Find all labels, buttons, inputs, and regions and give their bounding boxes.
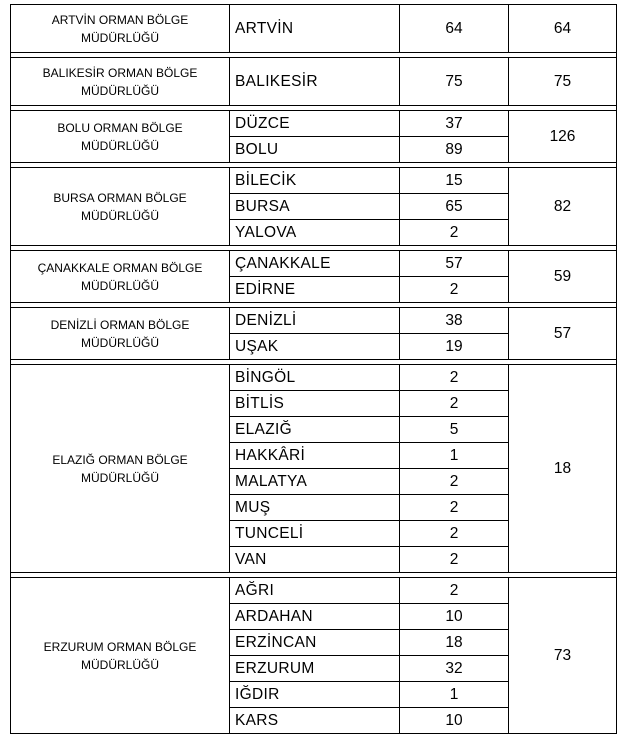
province-name-cell: BİLECİK bbox=[230, 168, 400, 194]
region-name-cell bbox=[11, 5, 230, 53]
region-total-cell: 59 bbox=[509, 251, 617, 303]
province-count-cell: 89 bbox=[400, 137, 509, 163]
table-row bbox=[11, 5, 617, 53]
province-name-cell: ELAZIĞ bbox=[230, 417, 400, 443]
province-count-cell: 2 bbox=[400, 495, 509, 521]
region-name-line: BALIKESİR ORMAN BÖLGE bbox=[42, 65, 198, 80]
province-name-cell: BURSA bbox=[230, 194, 400, 220]
region-total-cell: 64 bbox=[509, 5, 617, 53]
province-count-cell: 2 bbox=[400, 469, 509, 495]
region-total-cell: 75 bbox=[509, 58, 617, 106]
region-name-line: MÜDÜRLÜĞÜ bbox=[81, 83, 159, 98]
province-name-cell: ARDAHAN bbox=[230, 604, 400, 630]
region-name-cell bbox=[11, 365, 230, 573]
region-name-cell bbox=[11, 308, 230, 360]
region-total-cell: 73 bbox=[509, 578, 617, 734]
province-count-cell: 57 bbox=[400, 251, 509, 277]
region-name-line: ARTVİN ORMAN BÖLGE bbox=[51, 12, 189, 27]
province-name-cell: BİNGÖL bbox=[230, 365, 400, 391]
province-count-cell: 65 bbox=[400, 194, 509, 220]
province-count-cell: 1 bbox=[400, 443, 509, 469]
province-count-cell: 2 bbox=[400, 277, 509, 303]
province-count-cell: 2 bbox=[400, 578, 509, 604]
region-name-cell bbox=[11, 58, 230, 106]
region-name-line: BURSA ORMAN BÖLGE bbox=[53, 190, 187, 205]
province-name-cell: YALOVA bbox=[230, 220, 400, 246]
province-count-cell: 37 bbox=[400, 111, 509, 137]
region-name-line: MÜDÜRLÜĞÜ bbox=[81, 657, 159, 672]
province-count-cell: 2 bbox=[400, 547, 509, 573]
province-count-cell: 5 bbox=[400, 417, 509, 443]
region-name-line: ELAZIĞ ORMAN BÖLGE bbox=[52, 452, 188, 467]
province-name-cell: DÜZCE bbox=[230, 111, 400, 137]
region-total-cell: 82 bbox=[509, 168, 617, 246]
table-row bbox=[11, 111, 617, 137]
province-name-cell: ERZURUM bbox=[230, 656, 400, 682]
province-count-cell: 2 bbox=[400, 220, 509, 246]
region-total-cell: 57 bbox=[509, 308, 617, 360]
region-name-line: MÜDÜRLÜĞÜ bbox=[81, 30, 159, 45]
province-name-cell: KARS bbox=[230, 708, 400, 734]
table-row bbox=[11, 251, 617, 277]
province-name-cell: VAN bbox=[230, 547, 400, 573]
region-name-line: MÜDÜRLÜĞÜ bbox=[81, 208, 159, 223]
province-name-cell: BOLU bbox=[230, 137, 400, 163]
province-count-cell: 2 bbox=[400, 391, 509, 417]
region-name-line: MÜDÜRLÜĞÜ bbox=[81, 138, 159, 153]
province-count-cell: 10 bbox=[400, 604, 509, 630]
region-name-line: MÜDÜRLÜĞÜ bbox=[81, 335, 159, 350]
region-name-cell bbox=[11, 251, 230, 303]
province-name-cell: TUNCELİ bbox=[230, 521, 400, 547]
region-name-line: BOLU ORMAN BÖLGE bbox=[57, 120, 183, 135]
province-name-cell: HAKKÂRİ bbox=[230, 443, 400, 469]
province-count-cell: 2 bbox=[400, 521, 509, 547]
province-name-cell: AĞRI bbox=[230, 578, 400, 604]
table-row bbox=[11, 578, 617, 604]
province-name-cell: ERZİNCAN bbox=[230, 630, 400, 656]
province-name-cell: BİTLİS bbox=[230, 391, 400, 417]
region-total-cell: 18 bbox=[509, 365, 617, 573]
province-count-cell: 1 bbox=[400, 682, 509, 708]
province-name-cell: UŞAK bbox=[230, 334, 400, 360]
region-name-line: MÜDÜRLÜĞÜ bbox=[81, 278, 159, 293]
province-count-cell: 18 bbox=[400, 630, 509, 656]
province-count-cell: 19 bbox=[400, 334, 509, 360]
province-count-cell: 10 bbox=[400, 708, 509, 734]
province-count-cell: 32 bbox=[400, 656, 509, 682]
region-name-cell bbox=[11, 168, 230, 246]
regional-province-table bbox=[10, 4, 617, 734]
table-row bbox=[11, 168, 617, 194]
region-name-line: ÇANAKKALE ORMAN BÖLGE bbox=[37, 260, 203, 275]
region-total-cell: 126 bbox=[509, 111, 617, 163]
table-row bbox=[11, 365, 617, 391]
region-name-cell bbox=[11, 111, 230, 163]
province-name-cell: MALATYA bbox=[230, 469, 400, 495]
province-count-cell: 75 bbox=[400, 58, 509, 106]
region-name-cell bbox=[11, 578, 230, 734]
province-name-cell: ÇANAKKALE bbox=[230, 251, 400, 277]
province-count-cell: 15 bbox=[400, 168, 509, 194]
table-row bbox=[11, 58, 617, 106]
province-name-cell: MUŞ bbox=[230, 495, 400, 521]
province-name-cell: EDİRNE bbox=[230, 277, 400, 303]
region-name-line: ERZURUM ORMAN BÖLGE bbox=[43, 639, 197, 654]
province-name-cell: BALIKESİR bbox=[230, 58, 400, 106]
province-name-cell: ARTVİN bbox=[230, 5, 400, 53]
table-body bbox=[11, 5, 617, 734]
province-count-cell: 64 bbox=[400, 5, 509, 53]
region-name-line: DENİZLİ ORMAN BÖLGE bbox=[50, 317, 190, 332]
province-count-cell: 38 bbox=[400, 308, 509, 334]
province-name-cell: DENİZLİ bbox=[230, 308, 400, 334]
region-name-line: MÜDÜRLÜĞÜ bbox=[81, 470, 159, 485]
province-count-cell: 2 bbox=[400, 365, 509, 391]
province-name-cell: IĞDIR bbox=[230, 682, 400, 708]
table-row bbox=[11, 308, 617, 334]
